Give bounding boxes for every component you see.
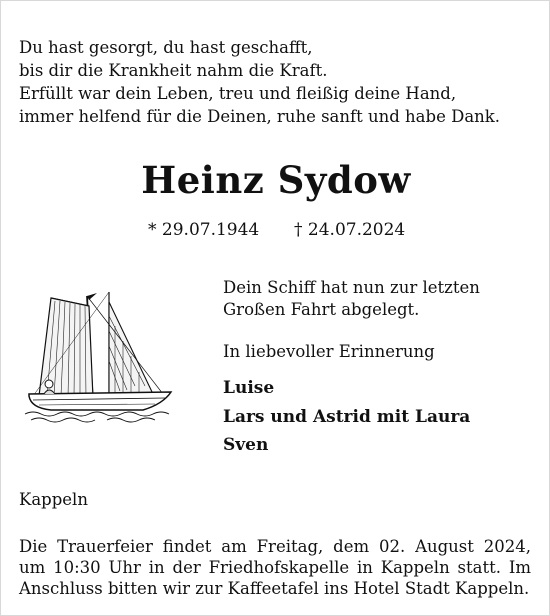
mourner-name: Sven <box>223 435 269 455</box>
service-line: Anschluss bitten wir zur Kaffeetafel ins Hotel Stadt Kappeln. <box>19 579 530 598</box>
place-name: Kappeln <box>19 490 88 509</box>
farewell-quote <box>223 277 480 321</box>
birth-date: * 29.07.1944 <box>148 220 260 240</box>
poem-line: Du hast gesorgt, du hast geschafft, <box>19 38 313 57</box>
death-date: † 24.07.2024 <box>294 220 406 240</box>
mourner-name: Luise <box>223 378 275 398</box>
poem-line: Erfüllt war dein Leben, treu und fleißig deine Hand, <box>19 84 457 103</box>
funeral-service-info <box>19 536 531 599</box>
poem <box>19 36 539 128</box>
mourners-list <box>223 374 470 460</box>
service-line: Die Trauerfeier findet am Freitag, dem 02. August 2024, <box>19 537 531 556</box>
quote-line: Dein Schiff hat nun zur letzten <box>223 278 480 297</box>
sailing-boat-icon <box>23 286 173 426</box>
memory-heading: In liebevoller Erinnerung <box>223 342 435 361</box>
poem-line: immer helfend für die Deinen, ruhe sanft und habe Dank. <box>19 107 501 126</box>
deceased-name: Heinz Sydow <box>141 158 411 202</box>
mourner-name: Lars und Astrid mit Laura <box>223 406 471 427</box>
quote-line: Großen Fahrt abgelegt. <box>223 300 420 319</box>
service-line: um 10:30 Uhr in der Friedhofskapelle in Kappeln statt. Im <box>19 558 531 577</box>
poem-line: bis dir die Krankheit nahm die Kraft. <box>19 61 328 80</box>
